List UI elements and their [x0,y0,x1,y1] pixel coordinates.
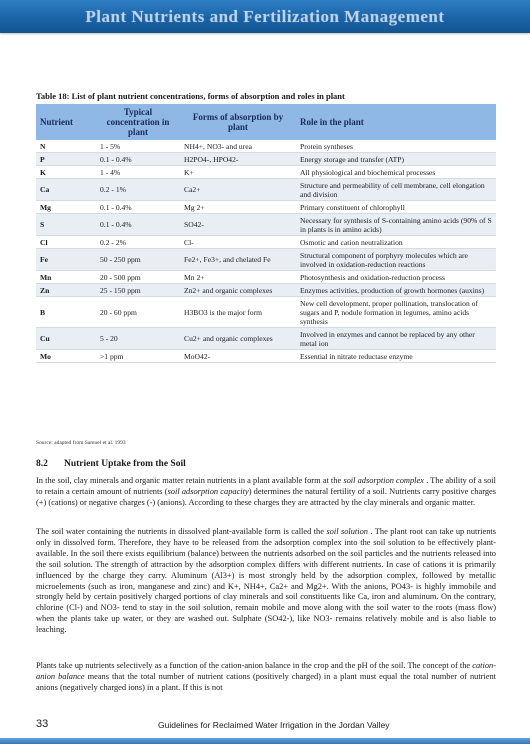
role-cell: Enzymes activities, production of growth hormones (auxins) [296,284,496,297]
footer-band [0,738,530,744]
concentration-cell: 0.1 - 0.4% [96,214,180,236]
role-cell: Primary constituent of chlorophyll [296,201,496,214]
concentration-cell: 0.1 - 0.4% [96,201,180,214]
section-title: Nutrient Uptake from the Soil [64,459,186,469]
table-row [36,271,496,284]
role-cell: Photosynthesis and oxidation-reduction process [296,271,496,284]
role-cell: Structural component of porphyry molecules which are involved in oxidation-reduction reactions [296,249,496,271]
role-cell: Structure and permeability of cell membrane, cell elongation and division [296,179,496,201]
column-header-role: Role in the plant [296,104,496,140]
text-run: The soil water containing the nutrients in dissolved plant-available form is called the [36,527,327,536]
table-body [36,140,496,363]
nutrient-cell: Cl [36,236,96,249]
absorption-form-cell: SO42- [180,214,296,236]
text-run: ) determines the natural fertility of a soil. Nutrients carry positive charges (+) (cations) or negative charges (-) (anions). According to these charges they are attracted by the clay minerals and organic matter. [36,486,497,507]
paragraph-soil-solution [36,527,496,636]
table-row [36,328,496,350]
section-number: 8.2 [36,459,48,469]
nutrient-cell: Ca [36,179,96,201]
absorption-form-cell: Mn 2+ [180,271,296,284]
nutrient-cell: S [36,214,96,236]
text-run: In the soil, clay minerals and organic matter retain nutrients in a plant available form at the [36,476,344,485]
nutrient-cell: Fe [36,249,96,271]
table-row [36,214,496,236]
concentration-cell: 20 - 500 ppm [96,271,180,284]
absorption-form-cell: Cl- [180,236,296,249]
nutrient-cell: P [36,153,96,166]
nutrient-cell: Cu [36,328,96,350]
paragraph-adsorption [36,476,496,509]
nutrient-table [36,104,496,363]
role-cell: New cell development, proper pollination, translocation of sugars and P, nodule formation in legumes, amino acids synthesis [296,297,496,328]
table-row [36,350,496,363]
concentration-cell: >1 ppm [96,350,180,363]
absorption-form-cell: Mg 2+ [180,201,296,214]
table-row [36,249,496,271]
column-header-nutrient: Nutrient [36,104,96,140]
table-row [36,179,496,201]
paragraph-cation-anion-balance [36,661,496,694]
table-row [36,201,496,214]
page-header-title: Plant Nutrients and Fertilization Management [85,7,445,26]
nutrient-cell: Mo [36,350,96,363]
nutrient-cell: B [36,297,96,328]
text-run: Plants take up nutrients selectively as a function of the cation-anion balance in the crop and the pH of the soil. The concept of the [36,661,473,670]
concentration-cell: 25 - 150 ppm [96,284,180,297]
nutrient-cell: Mg [36,201,96,214]
concentration-cell: 0.2 - 2% [96,236,180,249]
concentration-cell: 0.1 - 0.4% [96,153,180,166]
italic-term: cation-anion balance [36,661,496,681]
column-header-forms: Forms of absorption by plant [180,104,296,140]
table-row [36,166,496,179]
role-cell: Energy storage and transfer (ATP) [296,153,496,166]
nutrient-cell: Zn [36,284,96,297]
role-cell: Essential in nitrate reductase enzyme [296,350,496,363]
concentration-cell: 50 - 250 ppm [96,249,180,271]
absorption-form-cell: H2PO4-, HPO42- [180,153,296,166]
role-cell: Protein syntheses [296,140,496,153]
concentration-cell: 5 - 20 [96,328,180,350]
absorption-form-cell: H3BO3 is the major form [180,297,296,328]
table-source-note: Source: adapted from Samuel et al. 1993 [36,440,126,446]
nutrient-cell: N [36,140,96,153]
italic-term: soil adsorption capacity [167,486,249,496]
table-caption: Table 18: List of plant nutrient concentrations, forms of absorption and roles in plant [36,91,345,101]
section-heading [36,459,186,469]
nutrient-cell: Mn [36,271,96,284]
column-header-concentration: Typical concentration in plant [96,104,180,140]
text-run: . The ability of a soil to retain a certain amount of nutrients ( [36,476,496,496]
absorption-form-cell: Fe2+, Fe3+, and chelated Fe [180,249,296,271]
italic-term: soil adsorption complex [343,476,424,485]
absorption-form-cell: Zn2+ and organic complexes [180,284,296,297]
role-cell: Involved in enzymes and cannot be replaced by any other metal ion [296,328,496,350]
absorption-form-cell: K+ [180,166,296,179]
table-row [36,297,496,328]
text-run: . The plant root can take up nutrients only in dissolved form. Therefore, they have to be released from the adsorption complex into the soil solution to be effectively plant-available. In the soil there exists equilibrium (balance) between the nutrients adsorbed on the soil particles and the nutrients released into the soil solution. The strength of attraction by the adsorption complex differs with different nutrients. In case of cations it is primarily influenced by the charge they carry. Aluminum (Al3+) is most strongly held by the adsorption complex, followed by metallic microelements (such as iron, manganese and zinc) and K+, NH4+, Ca2+ and Mg2+. With the anions, PO43- is highly immobile and strongly held by certain positively charged portions of clay minerals and soil constituents like Ca, iron and aluminum. On the contrary, chlorine (Cl-) and NO3- tend to stay in the soil solution, remain mobile and move along with the soil water to the roots (mass flow) when the plants take up water, or they are washed out. Sulphate (SO42-), like NO3- remains relatively mobile and is also liable to leaching. [36,527,496,635]
absorption-form-cell: NH4+, NO3- and urea [180,140,296,153]
text-run: means that the total number of nutrient cations (positively charged) in a plant must equal the total number of nutrient anions (negatively charged ions) in a plant. If this is not [36,671,496,692]
concentration-cell: 1 - 4% [96,166,180,179]
concentration-cell: 0.2 - 1% [96,179,180,201]
table-header-row [36,104,496,140]
absorption-form-cell: Cu2+ and organic complexes [180,328,296,350]
role-cell: All physiological and biochemical processes [296,166,496,179]
concentration-cell: 20 - 60 ppm [96,297,180,328]
concentration-cell: 1 - 5% [96,140,180,153]
role-cell: Osmotic and cation neutralization [296,236,496,249]
role-cell: Necessary for synthesis of S-containing amino acids (90% of S in plants is in amino acids) [296,214,496,236]
absorption-form-cell: MoO42- [180,350,296,363]
table-row [36,236,496,249]
absorption-form-cell: Ca2+ [180,179,296,201]
footer-title: Guidelines for Reclaimed Water Irrigation in the Jordan Valley [158,720,390,730]
italic-term: soil solution [326,527,368,536]
table-row [36,140,496,153]
table-row [36,153,496,166]
page-number: 33 [36,718,49,730]
table-row [36,284,496,297]
nutrient-cell: K [36,166,96,179]
